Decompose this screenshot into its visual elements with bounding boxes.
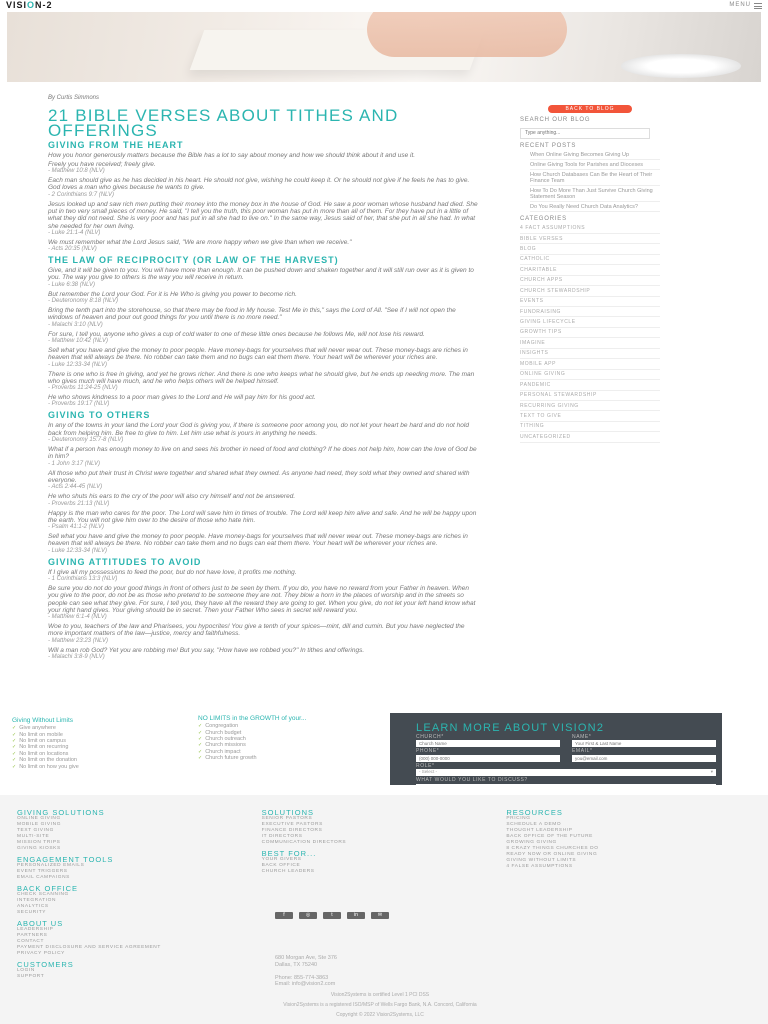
role-select[interactable] (416, 769, 716, 776)
verse-reference: - 1 John 3:17 (NLV) (48, 460, 101, 467)
verse-reference: - Deuteronomy 8:18 (NLV) (48, 298, 119, 305)
verse-text: Bring the tenth part into the storehouse, so that there may be food in My house. Test Me in this," says the Lord of All. "See if I will not open the windows of heaven and pour out good things for you until there is no more need." (48, 307, 456, 322)
footer-heading: ENGAGEMENT TOOLS (17, 855, 114, 864)
checkmark-icon: ✓ (198, 742, 203, 749)
giving-without-limits (0, 713, 198, 785)
category-link[interactable]: ONLINE GIVING (520, 370, 660, 380)
back-to-blog-button[interactable]: BACK TO BLOG (548, 105, 632, 113)
verse-reference: - Acts 2:44-45 (NLV) (48, 484, 103, 491)
verse-text: But remember the Lord your God. For it is He Who is giving you power to become rich. (48, 290, 297, 298)
recent-posts-heading: RECENT POSTS (520, 142, 577, 149)
twitter-icon[interactable]: t (323, 912, 341, 919)
categories-heading: CATEGORIES (520, 216, 567, 222)
footer-heading: SOLUTIONS (261, 808, 315, 817)
check-list-label: No limit on locations (19, 750, 69, 757)
footer-heading: CUSTOMERS (17, 960, 74, 969)
checkmark-icon: ✓ (12, 731, 17, 738)
verse-text: Give, and it will be given to you. You will have more than enough. It can be pushed down and shaken together and it will still run over as it is given to you. The way you give to others is the way you will receive in return. (48, 267, 474, 282)
giving-limits-list (12, 725, 198, 770)
footer-link[interactable]: ANALYTICS (17, 904, 49, 909)
church-input[interactable] (416, 740, 560, 747)
verse-text: What if a person has enough money to live on and sees his brother in need of food and clothing? If he does not help him, how can the love of God be in him? (48, 446, 477, 461)
footer-link[interactable]: MISSION TRIPS (17, 840, 61, 845)
footer-link[interactable]: PAYMENT DISCLOSURE AND SERVICE AGREEMENT (17, 945, 161, 950)
footer-link[interactable]: SUPPORT (17, 974, 45, 979)
check-list-label: Church impact (205, 748, 241, 755)
footer-link[interactable]: SCHEDULE A DEMO (506, 822, 562, 827)
logo-text-left: VISI (6, 0, 28, 11)
byline: By Curtis Simmons (48, 95, 100, 101)
footer-link[interactable]: ONLINE GIVING (17, 816, 61, 821)
verse-reference: - Luke 6:38 (NLV) (48, 281, 96, 288)
address-line: 680 Morgan Ave, Ste 376 (275, 955, 337, 961)
verse-text: Will a man rob God? Yet you are robbing me! But you say, "How have we robbed you?" In tithes and offerings. (48, 646, 365, 654)
footer-link[interactable]: GROWING GIVING (506, 840, 557, 845)
category-link[interactable]: RECURRING GIVING (520, 401, 660, 411)
address-line: Dallas, TX 75240 (275, 961, 318, 968)
verse-reference: - Proverbs 19:17 (NLV) (48, 401, 110, 408)
footer-heading: BEST FOR... (261, 849, 317, 858)
footer-link[interactable]: LOGIN (17, 968, 35, 973)
verse-text: Freely you have received; freely give. (48, 160, 156, 168)
email-icon[interactable]: ✉ (371, 912, 389, 919)
verse-reference: - Luke 12:33-34 (NLV) (48, 361, 108, 368)
category-link[interactable]: UNCATEGORIZED (520, 432, 660, 442)
verse-reference: - Matthew 10:8 (NLV) (48, 168, 105, 175)
verse-text: Happy is the man who cares for the poor. The Lord will save him in times of trouble. The Lord will keep him alive and safe. And he will be happy upon the earth. You will not give him over to the desire of those who hate him. (48, 509, 477, 524)
footer-heading: BACK OFFICE (17, 884, 79, 893)
footer-link[interactable]: BACK OFFICE (261, 863, 301, 868)
verse-reference: - Psalm 41:1-2 (NLV) (48, 524, 105, 531)
verse-reference: - Malachi 3:10 (NLV) (48, 321, 103, 328)
check-list-label: No limit on mobile (19, 731, 63, 738)
category-link[interactable]: FUNDRAISING (520, 307, 660, 317)
linkedin-icon[interactable]: in (347, 912, 365, 919)
category-link[interactable]: GROWTH TIPS (520, 328, 660, 338)
section-heading: GIVING TO OTHERS (48, 410, 151, 421)
verse-reference: - 1 Corinthians 13:3 (NLV) (48, 576, 118, 582)
check-list-label: No limit on campus (19, 737, 66, 744)
footer-link[interactable]: CONTACT (17, 939, 45, 944)
verse-reference: - Matthew 10:42 (NLV) (48, 337, 109, 344)
address-line: Email: info@vision2.com (275, 981, 336, 987)
recent-post-link[interactable]: How Church Databases Can Be the Heart of Their Finance Team (530, 172, 660, 186)
category-link[interactable]: BLOG (520, 244, 660, 254)
footer-link[interactable]: COMMUNICATION DIRECTORS (261, 840, 347, 845)
checkmark-icon: ✓ (12, 757, 17, 764)
footer-link[interactable]: SECURITY (17, 910, 47, 915)
footer-link[interactable]: YOUR GIVERS (261, 857, 302, 862)
check-list-label: No limit on the donation (19, 757, 77, 764)
check-list-label: Congregation (205, 723, 239, 730)
section-heading: THE LAW OF RECIPROCITY (OR LAW OF THE HARVEST) (48, 255, 339, 266)
footer-link[interactable]: IT DIRECTORS (261, 834, 303, 839)
phone-label: PHONE* (416, 748, 440, 755)
church-label: CHURCH* (416, 734, 444, 740)
category-link[interactable]: TEXT TO GIVE (520, 411, 660, 421)
footer-address (275, 955, 485, 1018)
categories-list (520, 224, 660, 443)
verse-text: Each man should give as he has decided in his heart. He should not give, wishing he could keep it. Or he should not give if he feels he has to give. God loves a man who gives because he wants to give. (48, 177, 470, 192)
check-list-label: Church future growth (205, 755, 257, 762)
verse-reference: - Luke 21:1-4 (NLV) (48, 229, 101, 236)
vision2-logo[interactable] (6, 0, 53, 11)
verse-reference: - Proverbs 11:24-25 (NLV) (48, 385, 118, 392)
article-sections (48, 141, 478, 662)
verse-reference: - Deuteronomy 15:7-8 (NLV) (48, 437, 124, 444)
logo-text-accent: O (27, 0, 36, 11)
form-title: LEARN MORE ABOUT VISION2 (416, 722, 605, 734)
footer-link[interactable]: TEXT GIVING (17, 828, 54, 833)
verse-reference: - Matthew 6:1-4 (NLV) (48, 614, 107, 621)
footer-link[interactable]: CHURCH LEADERS (261, 869, 315, 874)
discuss-label: WHAT WOULD YOU LIKE TO DISCUSS? (416, 776, 528, 783)
verse-text: We must remember what the Lord Jesus said, "We are more happy when we give than when we receive." (48, 238, 352, 246)
checkmark-icon: ✓ (12, 737, 17, 744)
category-link[interactable]: BIBLE VERSES (520, 234, 660, 244)
category-link[interactable]: TITHING (520, 422, 660, 432)
footer-link[interactable]: PERSONALIZED EMAILS (17, 863, 85, 868)
facebook-icon[interactable]: f (275, 912, 293, 919)
recent-post-link[interactable]: Online Giving Tools for Parishes and Dioceses (530, 162, 660, 170)
check-list-item (198, 755, 386, 761)
category-link[interactable]: MOBILE APP (520, 359, 660, 369)
verse-reference: - Acts 20:35 (NLV) (48, 246, 97, 253)
no-limits-growth (198, 713, 386, 785)
verse-text: In any of the towns in your land the Lord your God is giving you, if there is someone poor among you, do not let your heart be hard and do not hold back from helping him. Be free to give to him. Let him use what is yours in anything he needs. (48, 422, 469, 437)
footer-link[interactable]: 4 FALSE ASSUMPTIONS (506, 864, 573, 869)
footer-link[interactable]: FINANCE DIRECTORS (261, 828, 323, 833)
check-list-label: Church budget (205, 729, 242, 736)
verse-text: Sell what you have and give the money to poor people. Have money-bags for yourselves that will never wear out. These money-bags are riches in heaven that will always be there. No robber can take them and no bugs can eat them there. Your heart will be wherever your riches are. (48, 346, 468, 362)
footer-col-1 (17, 805, 262, 980)
footer-heading: RESOURCES (506, 808, 563, 817)
search-heading: SEARCH OUR BLOG (520, 117, 591, 123)
menu-button[interactable] (729, 2, 762, 10)
hero-hand-shape (367, 12, 567, 57)
footer-link[interactable]: CHECK SCANNING (17, 892, 69, 897)
phone-input[interactable] (416, 755, 560, 762)
check-list-label: Give anywhere (19, 725, 56, 732)
footer-link[interactable]: LEADERSHIP (17, 927, 54, 932)
verse-reference: - Luke 12:33-34 (NLV) (48, 547, 108, 554)
section-heading: GIVING FROM THE HEART (48, 139, 184, 150)
check-list-label: No limit on how you give (19, 763, 79, 770)
category-link[interactable]: GIVING LIFECYCLE (520, 317, 660, 327)
contact-form (390, 713, 722, 785)
verse-reference: - Malachi 3:8-9 (NLV) (48, 654, 105, 661)
verse-text: All those who put their trust in Christ were together and shared what they owned. As anyone had need, they sold what they owned and shared with everyone. (48, 469, 470, 484)
verse-text: Be sure you do not do your good things in front of others just to be seen by them. If you do, you have no reward from your Father in heaven. When you give to the poor, do not be as those who pretend to be someone they are not. They blow a horn in the places of worship and in the streets so people can see what they give. For sure, I tell you, they have all the reward they are going to get. When you give, do not let your left hand know what your right hand gives. Your giving should be in secret. Then your Father Who sees in secret will reward you. (48, 585, 476, 614)
verse-reference: - Proverbs 21:13 (NLV) (48, 500, 110, 507)
name-input[interactable] (572, 740, 716, 747)
verse-text: For sure, I tell you, anyone who gives a cup of cold water to one of these little ones because he follows Me, will not lose his reward. (48, 330, 425, 338)
category-link[interactable]: PANDEMIC (520, 380, 660, 390)
menu-label: MENU (729, 2, 751, 9)
giving-without-limits-heading: Giving Without Limits (12, 717, 74, 724)
no-limits-heading: NO LIMITS in the GROWTH of your... (198, 715, 307, 722)
page-title: 21 BIBLE VERSES ABOUT TITHES AND OFFERINGS (48, 105, 399, 140)
checkmark-icon: ✓ (198, 755, 203, 762)
footer-link[interactable]: PARTNERS (17, 933, 48, 938)
checkmark-icon: ✓ (12, 744, 17, 751)
category-link[interactable]: INSIGHTS (520, 349, 660, 359)
verse-text: He who shows kindness to a poor man gives to the Lord and He will pay him for his good act. (48, 394, 316, 402)
cta-section (0, 713, 722, 785)
footer-link[interactable]: EXECUTIVE PASTORS (261, 822, 323, 827)
verse-text: He who shuts his ears to the cry of the poor will also cry himself and not be answered. (48, 493, 296, 501)
checkmark-icon: ✓ (198, 723, 203, 730)
section-heading: GIVING ATTITUDES TO AVOID (48, 556, 202, 567)
sidebar (520, 95, 660, 661)
article-content (48, 95, 478, 661)
verse-text: How you honor generously matters because the Bible has a lot to say about money and how we should think about it and use it. (48, 151, 416, 159)
category-link[interactable]: CHARITABLE (520, 265, 660, 275)
verse-text: Woe to you, teachers of the law and Pharisees, you hypocrites! You give a tenth of your spices—mint, dill and cumin. But you have neglected the more important matters of the law—justice, mercy and faithfulness. (48, 623, 465, 638)
footer-col-2 (262, 805, 507, 980)
logo-text-right: N-2 (35, 0, 53, 11)
footer-link[interactable]: THOUGHT LEADERSHIP (506, 828, 573, 833)
social-links (275, 912, 389, 919)
footer-link[interactable]: EMAIL CAMPAIGNS (17, 875, 70, 880)
checkmark-icon: ✓ (12, 763, 17, 770)
email-label: EMAIL* (572, 748, 593, 755)
verse-text: If I give all my possessions to feed the poor, but do not have love, it profits me nothing. (48, 568, 297, 576)
legal-line: Vision2Systems is a registered ISO/MSP of Wells Fargo Bank, N.A. Concord, California (283, 1001, 477, 1008)
footer-link[interactable]: MULTI-SITE (17, 834, 50, 839)
verse-text: Jesus looked up and saw rich men putting their money into the money box in the house of God. He saw a poor woman whose husband had died. She put in two very small pieces of money. He said, "I tell you the truth, this poor woman has put in more than all of them. For they have put in a little of what they did not need. She is very poor and has put in all she had to live on." In the same way, Jesus said of her, that she put in all she had. In what she needed for her own living. (48, 200, 478, 230)
category-link[interactable]: CHURCH STEWARDSHIP (520, 286, 660, 296)
recent-post-link[interactable]: How To Do More Than Just Survive Church Giving Statement Season (530, 188, 660, 202)
footer-link[interactable]: INTEGRATION (17, 898, 57, 903)
footer-link[interactable]: GIVING KIOSKS (17, 846, 61, 851)
footer-link[interactable]: GIVING WITHOUT LIMITS (506, 858, 577, 863)
checkmark-icon: ✓ (12, 725, 17, 732)
footer-link[interactable]: MOBILE GIVING (17, 822, 62, 827)
footer-link[interactable]: SENIOR PASTORS (261, 816, 313, 821)
legal-line: Copyright © 2022 Vision2Systems, LLC (336, 1011, 424, 1018)
verse-text: There is one who is free in giving, and yet he grows richer. And there is one who keeps what he should give, but he ends up needing more. The man who gives much will have much, and he who helps others will be helped himself. (48, 370, 475, 385)
recent-post-link[interactable]: When Online Giving Becomes Giving Up (530, 152, 660, 160)
checkmark-icon: ✓ (12, 750, 17, 757)
footer-link[interactable]: PRIVACY POLICY (17, 951, 65, 956)
check-list-label: Church missions (205, 742, 246, 749)
footer-link[interactable]: 8 CRAZY THINGS CHURCHES DO (506, 846, 599, 851)
verse-reference: - Matthew 23:23 (NLV) (48, 637, 109, 644)
footer-link[interactable]: BACK OFFICE OF THE FUTURE (506, 834, 593, 839)
footer-heading: ABOUT US (17, 919, 64, 928)
category-link[interactable]: 4 FACT ASSUMPTIONS (520, 224, 660, 234)
address-line: Phone: 855-774-3863 (275, 974, 329, 981)
blog-search-input[interactable] (520, 128, 650, 139)
category-link[interactable]: EVENTS (520, 297, 660, 307)
checkmark-icon: ✓ (198, 729, 203, 736)
role-label: ROLE* (416, 762, 435, 769)
hamburger-icon (754, 3, 762, 9)
check-list-label: No limit on recurring (19, 744, 69, 751)
growth-list (198, 723, 386, 761)
checkmark-icon: ✓ (198, 748, 203, 755)
site-footer (0, 795, 768, 1024)
footer-link[interactable]: PRICING (506, 816, 531, 821)
verse-reference: - 2 Corinthians 9:7 (NLV) (48, 191, 115, 198)
footer-link[interactable]: READY NOW OR ONLINE GIVING (506, 852, 598, 857)
discuss-textarea[interactable] (416, 784, 716, 794)
site-header (0, 0, 768, 12)
footer-heading: GIVING SOLUTIONS (17, 808, 105, 817)
category-link[interactable]: PERSONAL STEWARDSHIP (520, 391, 660, 401)
hero-image (7, 12, 761, 82)
email-input[interactable] (572, 755, 716, 762)
footer-link[interactable]: EVENT TRIGGERS (17, 869, 68, 874)
category-link[interactable]: CHURCH APPS (520, 276, 660, 286)
legal-line: Vision2Systems is certified Level 1 PCI DSS (330, 991, 430, 998)
checkmark-icon: ✓ (198, 735, 203, 742)
footer-col-3 (506, 805, 751, 980)
category-link[interactable]: CATHOLIC (520, 255, 660, 265)
chevron-down-icon: ▾ (710, 769, 713, 775)
recent-post-link[interactable]: Do You Really Need Church Data Analytics? (530, 204, 660, 212)
recent-posts-list (520, 152, 660, 212)
name-label: NAME* (572, 734, 592, 740)
check-list-item (12, 764, 198, 770)
check-list-label: Church outreach (205, 735, 246, 742)
role-select-value: - Select - (419, 769, 438, 775)
instagram-icon[interactable]: ◎ (299, 912, 317, 919)
verse-text: Sell what you have and give the money to poor people. Have money-bags for yourselves that will never wear out. These money-bags are riches in heaven that will always be there. No robber can take them and no bugs can eat them there. Your heart will be wherever your riches are. (48, 533, 468, 548)
category-link[interactable]: IMAGINE (520, 338, 660, 348)
hero-cup-shape (621, 54, 741, 78)
